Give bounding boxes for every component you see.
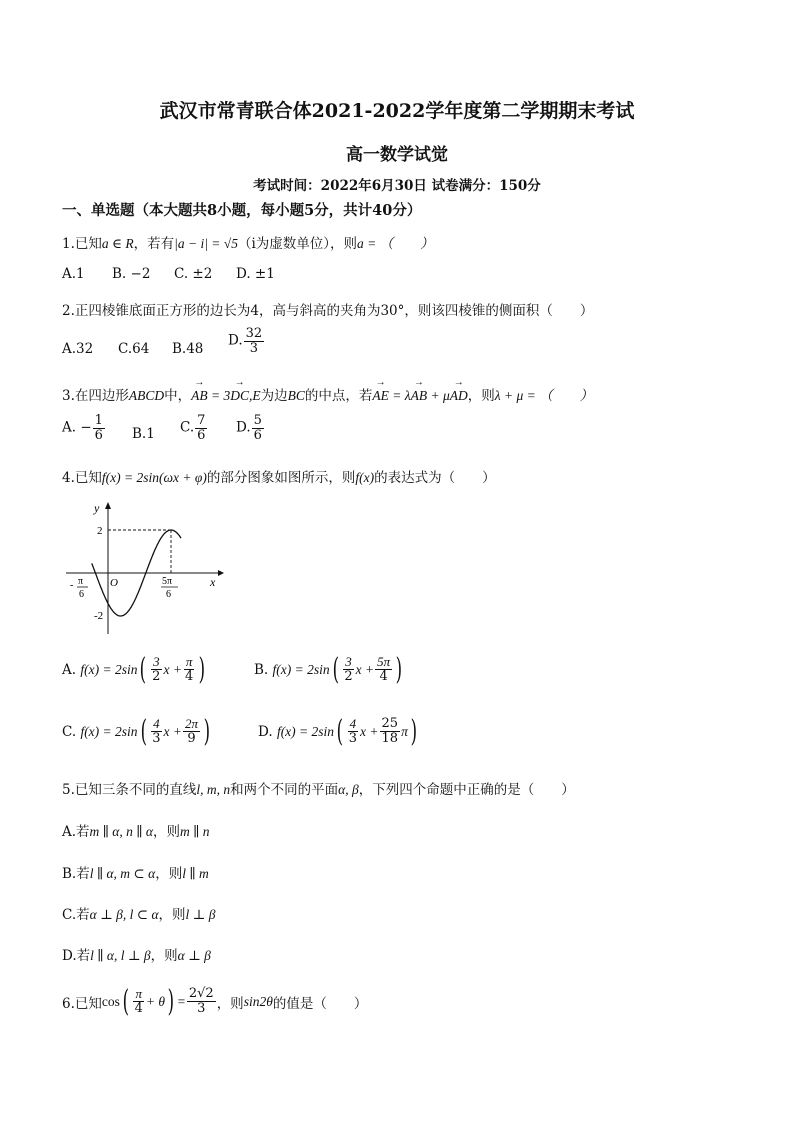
q3-option-b: B.1 (132, 426, 155, 442)
question-4: 4.已知f(x) = 2sin(ωx + φ)的部分图象如图所示，则f(x)的表达式为（ ） (62, 470, 496, 486)
q5-option-a: A.若m ∥ α, n ∥ α，则m ∥ n (62, 824, 210, 840)
x-left-num: π (78, 576, 84, 587)
q5-option-b: B.若l ∥ α, m ⊂ α，则l ∥ m (62, 866, 209, 882)
y-min-label: -2 (94, 610, 104, 622)
vector-ad: → AD (450, 388, 468, 404)
q4-option-b: B. f(x) = 2sin ( $\frac{3}{2}$ x + $\frac{5\pi}{4}$ ) (254, 652, 403, 687)
q4-option-d: D. f(x) = 2sin ( $\frac{4}{3}$ x + $\frac{25}{18}$ π ) (258, 714, 417, 749)
sine-graph (58, 498, 228, 640)
q1-option-c: C. ±2 (174, 266, 213, 282)
y-axis-label: y (94, 501, 100, 515)
q2-option-d-fraction: $\frac{32}{3}$ (245, 326, 263, 356)
q1-math: |a − i| = √5 (174, 236, 238, 251)
vector-ab: → AB (191, 388, 208, 404)
q1-math: a ∈ R (101, 236, 134, 251)
q5-option-c: C.若α ⊥ β, l ⊂ α，则l ⊥ β (62, 907, 216, 923)
origin-label: O (110, 577, 118, 589)
q3-option-d: D. $\frac{5}{6}$ (236, 413, 262, 443)
question-1 (62, 232, 434, 252)
y-axis-arrow (105, 502, 111, 509)
section-heading: 一、单选题（本大题共8小题，每小题5分，共计40分） (62, 202, 422, 219)
exam-info: 考试时间：2022年6月30日 试卷满分：150分 (253, 178, 541, 194)
q3-option-c: C. $\frac{7}{6}$ (180, 413, 206, 443)
q2-option-b: B.48 (172, 341, 204, 357)
x-axis-label: x (210, 575, 216, 589)
q3-option-a: A. − $\frac{1}{6}$ (62, 413, 103, 443)
q2-option-d-label: D. (228, 332, 243, 349)
exam-subtitle: 高一数学试觉 (346, 145, 448, 165)
q5-option-d: D.若l ∥ α, l ⊥ β，则α ⊥ β (62, 948, 211, 964)
x-left-sign: - (70, 580, 74, 591)
question-5: 5.已知三条不同的直线l, m, n和两个不同的平面α, β，下列四个命题中正确的是（ ） (62, 782, 575, 798)
x-left-den: 6 (79, 589, 84, 600)
x-axis-arrow (218, 570, 224, 576)
q1-option-d: D. ±1 (236, 266, 275, 282)
q1-text: ，若有 (133, 236, 175, 252)
q4-option-c: C. f(x) = 2sin ( $\frac{4}{3}$ x + $\frac{2\pi}{9}$ ) (62, 714, 211, 749)
question-2: 2.正四棱锥底面正方形的边长为4，高与斜高的夹角为30°，则该四棱锥的侧面积（ ） (62, 303, 594, 319)
vector-ab: → AB (411, 388, 428, 404)
q1-option-b: B. −2 (112, 266, 151, 282)
q4-option-a: A. f(x) = 2sin ( $\frac{3}{2}$ x + $\frac{\pi}{4}$ ) (62, 652, 206, 687)
x-right-den: 6 (166, 589, 171, 600)
question-6: 6.已知 cos ( $\frac{\pi}{4}$ + θ ) = $\frac{2√2}{3}$ ，则 sin2θ 的值是（ ） (62, 984, 368, 1019)
y-max-label: 2 (97, 525, 103, 537)
q1-text: 1.已知 (62, 236, 102, 252)
vector-dc: → DC (230, 388, 249, 404)
q2-option-d (228, 327, 265, 355)
x-right-num: 5π (162, 576, 173, 587)
q1-text: （i为虚数单位），则 (237, 236, 358, 252)
q2-option-a: A.32 (62, 341, 94, 357)
vector-ae: → AE (372, 388, 389, 404)
q2-option-c: C.64 (118, 341, 150, 357)
question-3: 3.在四边形ABCD中，→ AB = 3→ DC,E为边BC的中点，若→ AE = λ→ AB + μ→ AD，则λ + μ = （ ） (62, 384, 593, 404)
exam-title: 武汉市常青联合体2021-2022学年度第二学期期末考试 (159, 100, 635, 122)
q1-option-a: A.1 (62, 266, 85, 282)
q1-math: a = （ ） (357, 236, 434, 251)
